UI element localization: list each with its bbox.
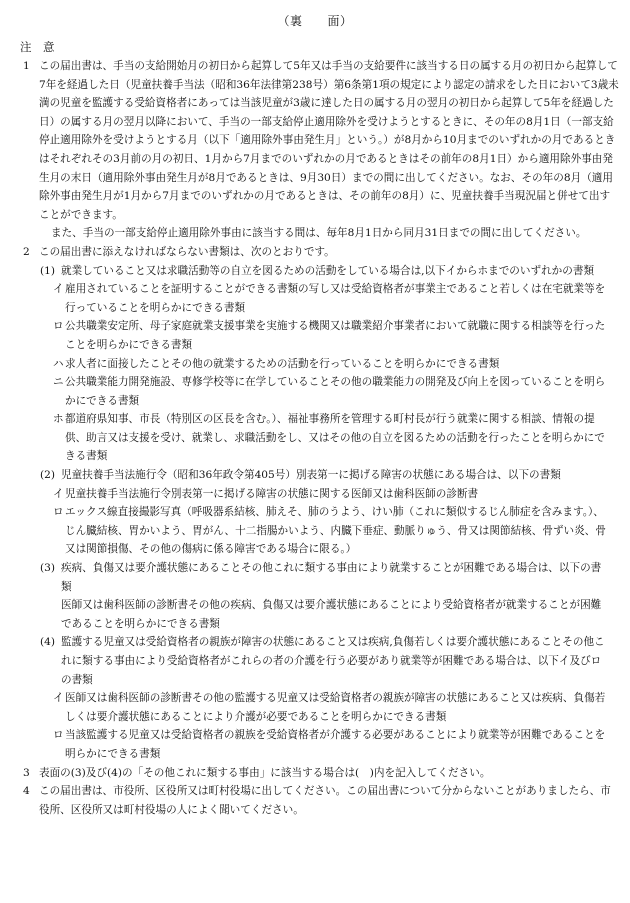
subitem-text: エックス線直接撮影写真（呼吸器系結核、肺えそ、肺のうよう、けい肺（これに類似するじん肺症を含みます。）、じん臓結核、胃かいよう、胃がん、十二指腸かいよう、内臓下垂症、動脈りゅう、骨又は関節結核、骨ずい炎、骨又は関節損傷、その他の傷病に係る障害である場合に限る。） <box>65 506 606 556</box>
subitem-text: 当該監護する児童又は受給資格者の親族を受給資格者が介護する必要があることにより就業等が困難であることを明らかにできる書類 <box>65 729 606 760</box>
document-subitem <box>0 317 630 354</box>
document-number: (1) <box>40 264 56 277</box>
note-1-continuation: また、手当の一部支給停止適用除外事由に該当する間は、毎年8月1日から同月31日までの間に出してください。 <box>51 227 587 240</box>
subitem-mark: ロ <box>53 506 64 519</box>
document-plain-text: 医師又は歯科医師の診断書その他の疾病、負傷又は要介護状態にあることにより受給資格者が就業することが困難であることを明らかにできる書類 <box>61 599 602 630</box>
note-text: この届出書は、市役所、区役所又は町村役場に出してください。この届出書について分からないことがありましたら、市役所、区役所又は町村役場の人によく聞いてください。 <box>39 785 611 816</box>
subitem-mark: ホ <box>53 413 64 426</box>
document-number: (3) <box>40 562 56 575</box>
subitem-text: 医師又は歯科医師の診断書その他の監護する児童又は受給資格者の親族が障害の状態にあること又は疾病、負傷若しくは要介護状態にあることにより介護が必要であることを明らかにできる書類 <box>65 692 606 723</box>
document-subitem <box>0 410 630 466</box>
note-number: 3 <box>23 766 30 779</box>
note-text: この届出書に添えなければならない書類は、次のとおりです。 <box>39 245 335 258</box>
subitem-mark: イ <box>53 692 64 705</box>
subitem-mark: ロ <box>53 729 64 742</box>
document-subitem <box>0 503 630 559</box>
note-2 <box>0 243 630 262</box>
subitem-mark: イ <box>53 487 64 500</box>
document-text: 監護する児童又は受給資格者の親族が障害の状態にあること又は疾病,負傷若しくは要介護状態にあることその他これに類する事由により受給資格者がこれらの者の介護を行う必要があり就業等が困難である場合は、以下イ及びロの書類 <box>61 636 605 686</box>
subitem-mark: イ <box>53 283 64 296</box>
notes-content <box>0 57 630 819</box>
note-3 <box>0 764 630 783</box>
document-subitem <box>0 355 630 374</box>
subitem-text: 公共職業能力開発施設、専修学校等に在学していることその他の職業能力の開発及び向上を図っていることを明らかにできる書類 <box>65 376 606 407</box>
document-subitem <box>0 373 630 410</box>
subitem-mark: ニ <box>53 376 64 389</box>
document-subitem <box>0 689 630 726</box>
document-subitem <box>0 280 630 317</box>
subitem-text: 都道府県知事、市長（特別区の区長を含む。）、福祉事務所を管理する町村長が行う就業に関する相談、情報の提供、助言又は支援を受け、就業し、求職活動をし、又はその他の自立を図るための活動を行ったことを明らかにできる書類 <box>65 413 605 463</box>
notes-heading: 注 意 <box>20 40 55 54</box>
document-text: 児童扶養手当法施行令（昭和36年政令第405号）別表第一に掲げる障害の状態にある場合は、以下の書類 <box>61 469 561 482</box>
subitem-text: 求人者に面接したことその他の就業するための活動を行っていることを明らかにできる書類 <box>65 357 500 370</box>
subitem-text: 雇用されていることを証明することができる書類の写し又は受給資格者が事業主であること若しくは在宅就業等を行っていることを明らかにできる書類 <box>65 283 606 314</box>
note-number: 1 <box>23 60 30 72</box>
document-subitem <box>0 485 630 504</box>
subitem-mark: ロ <box>53 320 64 333</box>
document-text: 就業していること又は求職活動等の自立を図るための活動をしている場合は,以下イからホまでのいずれかの書類 <box>61 264 595 277</box>
page-title: （裏 面） <box>277 14 353 28</box>
subitem-text: 児童扶養手当法施行令別表第一に掲げる障害の状態に関する医師又は歯科医師の診断書 <box>65 487 479 500</box>
note-number: 2 <box>23 245 30 258</box>
document-subitem <box>0 726 630 763</box>
subitem-mark: ハ <box>53 357 64 370</box>
note-text: この届出書は、手当の支給開始月の初日から起算して5年又は手当の支給要件に該当する日の属する月の初日から起算して7年を経過した日（児童扶養手当法（昭和36年法律第238号）第6条第1項の規定により認定の請求をした日において3歳未満の児童を監護する受給資格者にあっては当該児童が3歳に達した日の属する月の翌月の初日から起算して5年を経過した日）の属する月の翌月以降において、手当の一部支給停止適用除外を受けようとするときに、その年の8月1日（一部支給停止適用除外を受けようとする月（以下「適用除外事由発生月」という。）が8月から10月までのいずれかの月であるときはそれぞれその3月前の月の初日、1月から7月までのいずれかの月であるときはその前年の8月1日）から適用除外事由発生月の末日（適用除外事由発生月が8月であるときは、9月30日）までの間に出してください。なお、その年の8月（適用除外事由発生月が1月から7月までのいずれかの月であるときは、その前年の8月）に、児童扶養手当現況届と併せて出すことができます。 <box>39 60 619 221</box>
document-item-4 <box>0 633 630 689</box>
note-4 <box>0 782 630 819</box>
subitem-text: 公共職業安定所、母子家庭就業支援事業を実施する機関又は職業紹介事業者において就職に関する相談等を行ったことを明らかにできる書類 <box>65 320 606 351</box>
note-1 <box>0 57 630 224</box>
document-number: (4) <box>40 636 56 649</box>
document-item-3 <box>0 559 630 596</box>
document-text: 疾病、負傷又は要介護状態にあることその他これに類する事由により就業することが困難である場合は、以下の書類 <box>61 562 602 593</box>
note-text: 表面の(3)及び(4)の「その他これに類する事由」に該当する場合は( )内を記入してください。 <box>39 766 491 779</box>
document-item-1 <box>0 262 630 281</box>
document-item-2 <box>0 466 630 485</box>
note-number: 4 <box>23 785 30 798</box>
document-number: (2) <box>40 469 56 482</box>
